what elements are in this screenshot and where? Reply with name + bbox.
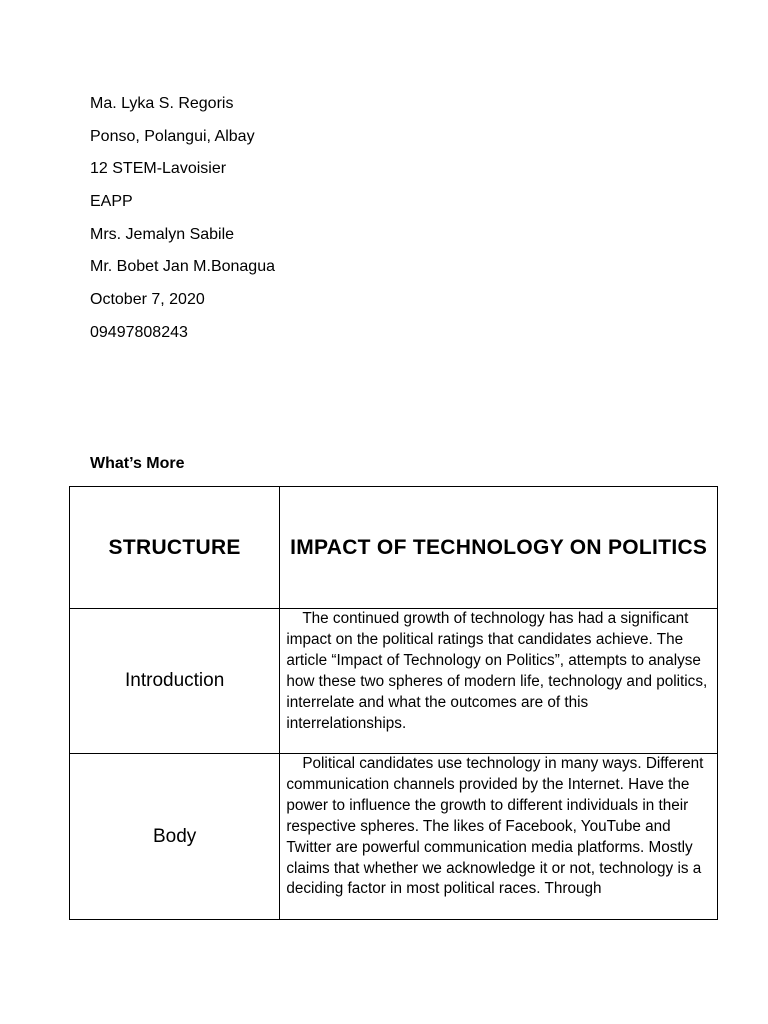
- subject: EAPP: [90, 193, 133, 211]
- section-heading: What’s More: [90, 455, 185, 472]
- row-label-introduction: Introduction: [70, 609, 280, 754]
- structure-table: [69, 486, 718, 920]
- document-date: October 7, 2020: [90, 291, 205, 309]
- author-name: Ma. Lyka S. Regoris: [90, 95, 234, 112]
- header-structure: STRUCTURE: [70, 487, 280, 609]
- table-header-row: [70, 487, 718, 609]
- row-text-body: [280, 754, 718, 920]
- header-topic: IMPACT OF TECHNOLOGY ON POLITICS: [280, 487, 718, 609]
- introduction-paragraph: The continued growth of technology has had a significant impact on the political ratings that candidates achieve. The article “Impact of Technology on Politics”, attempts to analyse how these two spheres of modern life, technology and politics, interrelate and what the outcomes are of this interrelationships.: [286, 610, 708, 732]
- second-teacher-name: Mr. Bobet Jan M.Bonagua: [90, 258, 275, 276]
- row-text-introduction: [280, 609, 718, 754]
- contact-number: 09497808243: [90, 323, 188, 341]
- author-info-block: [90, 93, 275, 355]
- author-address: Ponso, Polangui, Albay: [90, 127, 255, 145]
- teacher-name: Mrs. Jemalyn Sabile: [90, 225, 235, 243]
- table-row: [70, 609, 718, 754]
- body-paragraph: Political candidates use technology in many ways. Different communication channels provided by the Internet. Have the power to influence the growth to different individuals in their respective spheres. The likes of Facebook, YouTube and Twitter are powerful communication media platforms. Mostly claims that whether we acknowledge it or not, technology is a deciding factor in most political races. Through: [286, 755, 704, 898]
- grade-section: 12 STEM-Lavoisier: [90, 160, 227, 178]
- row-label-body: Body: [70, 754, 280, 920]
- table-row: [70, 754, 718, 920]
